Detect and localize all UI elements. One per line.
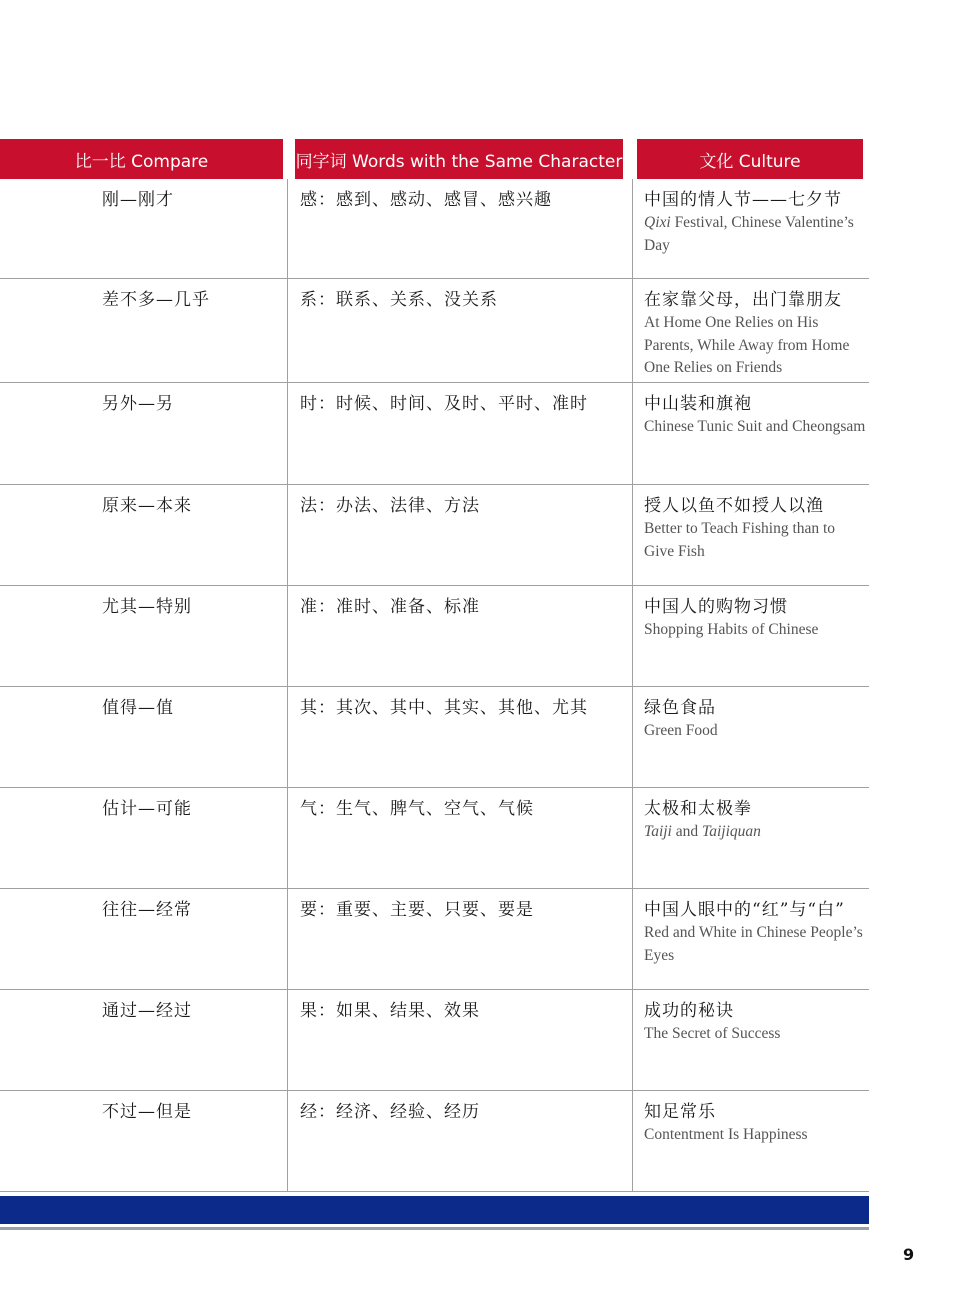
compare-cell: 原来—本来 [0, 485, 288, 585]
compare-cell: 刚—刚才 [0, 179, 288, 278]
culture-title-en: Better to Teach Fishing than to Give Fish [644, 520, 836, 560]
compare-cell: 往往—经常 [0, 889, 288, 989]
compare-cell: 尤其—特别 [0, 586, 288, 686]
culture-cell [633, 279, 869, 382]
same-character-cell: 果：如果、结果、效果 [288, 990, 633, 1090]
same-character-cell: 时：时候、时间、及时、平时、准时 [288, 383, 633, 484]
same-character-cell: 感：感到、感动、感冒、感兴趣 [288, 179, 633, 278]
culture-title-zh: 成功的秘诀 [644, 1001, 734, 1021]
compare-cell: 通过—经过 [0, 990, 288, 1090]
same-character-cell: 要：重要、主要、只要、要是 [288, 889, 633, 989]
culture-cell [633, 687, 869, 787]
table-row [0, 279, 869, 383]
table-row [0, 586, 869, 687]
culture-title-en: Qixi Festival, Chinese Valentine’s Day [644, 214, 854, 254]
culture-cell [633, 586, 869, 686]
table-row [0, 990, 869, 1091]
culture-cell [633, 179, 869, 278]
compare-cell: 差不多—几乎 [0, 279, 288, 382]
culture-title-zh: 绿色食品 [644, 698, 716, 718]
compare-cell: 值得—值 [0, 687, 288, 787]
culture-title-zh: 授人以鱼不如授人以渔 [644, 496, 824, 516]
culture-title-en: Contentment Is Happiness [644, 1126, 808, 1143]
table-row [0, 1091, 869, 1192]
culture-title-en: Taiji and Taijiquan [644, 823, 761, 840]
culture-cell [633, 383, 869, 484]
table-body [0, 179, 869, 1192]
same-character-cell: 准：准时、准备、标准 [288, 586, 633, 686]
footer-bar [0, 1196, 869, 1227]
same-character-cell: 其：其次、其中、其实、其他、尤其 [288, 687, 633, 787]
culture-title-zh: 中国人眼中的“红”与“白” [644, 900, 845, 920]
culture-cell [633, 990, 869, 1090]
culture-title-zh: 中山装和旗袍 [644, 394, 752, 414]
culture-title-en: At Home One Relies on His Parents, While Away from Home One Relies on Friends [644, 314, 850, 376]
table-row [0, 788, 869, 889]
culture-cell [633, 1091, 869, 1191]
same-character-cell: 系：联系、关系、没关系 [288, 279, 633, 382]
same-character-cell: 经：经济、经验、经历 [288, 1091, 633, 1191]
same-character-cell: 气：生气、脾气、空气、气候 [288, 788, 633, 888]
compare-cell: 估计—可能 [0, 788, 288, 888]
culture-title-en: Chinese Tunic Suit and Cheongsam [644, 418, 866, 435]
culture-title-en: Shopping Habits of Chinese [644, 621, 819, 638]
culture-cell [633, 889, 869, 989]
table-row [0, 485, 869, 586]
header-culture: 文化 Culture [637, 139, 863, 179]
page-number: 9 [903, 1245, 915, 1264]
culture-title-en: Red and White in Chinese People’s Eyes [644, 924, 863, 964]
culture-title-zh: 在家靠父母，出门靠朋友 [644, 290, 842, 310]
culture-cell [633, 788, 869, 888]
compare-cell: 不过—但是 [0, 1091, 288, 1191]
same-character-cell: 法：办法、法律、方法 [288, 485, 633, 585]
culture-title-zh: 知足常乐 [644, 1102, 716, 1122]
header-compare: 比一比 Compare [0, 139, 283, 179]
culture-cell [633, 485, 869, 585]
header-same-character: 同字词 Words with the Same Character [295, 139, 623, 179]
table-row [0, 889, 869, 990]
table-row [0, 687, 869, 788]
culture-title-en: Green Food [644, 722, 718, 739]
table-row [0, 383, 869, 485]
culture-title-zh: 中国人的购物习惯 [644, 597, 788, 617]
compare-cell: 另外—另 [0, 383, 288, 484]
culture-title-zh: 中国的情人节——七夕节 [644, 190, 842, 210]
table-row [0, 179, 869, 279]
culture-title-en: The Secret of Success [644, 1025, 781, 1042]
culture-title-zh: 太极和太极拳 [644, 799, 752, 819]
